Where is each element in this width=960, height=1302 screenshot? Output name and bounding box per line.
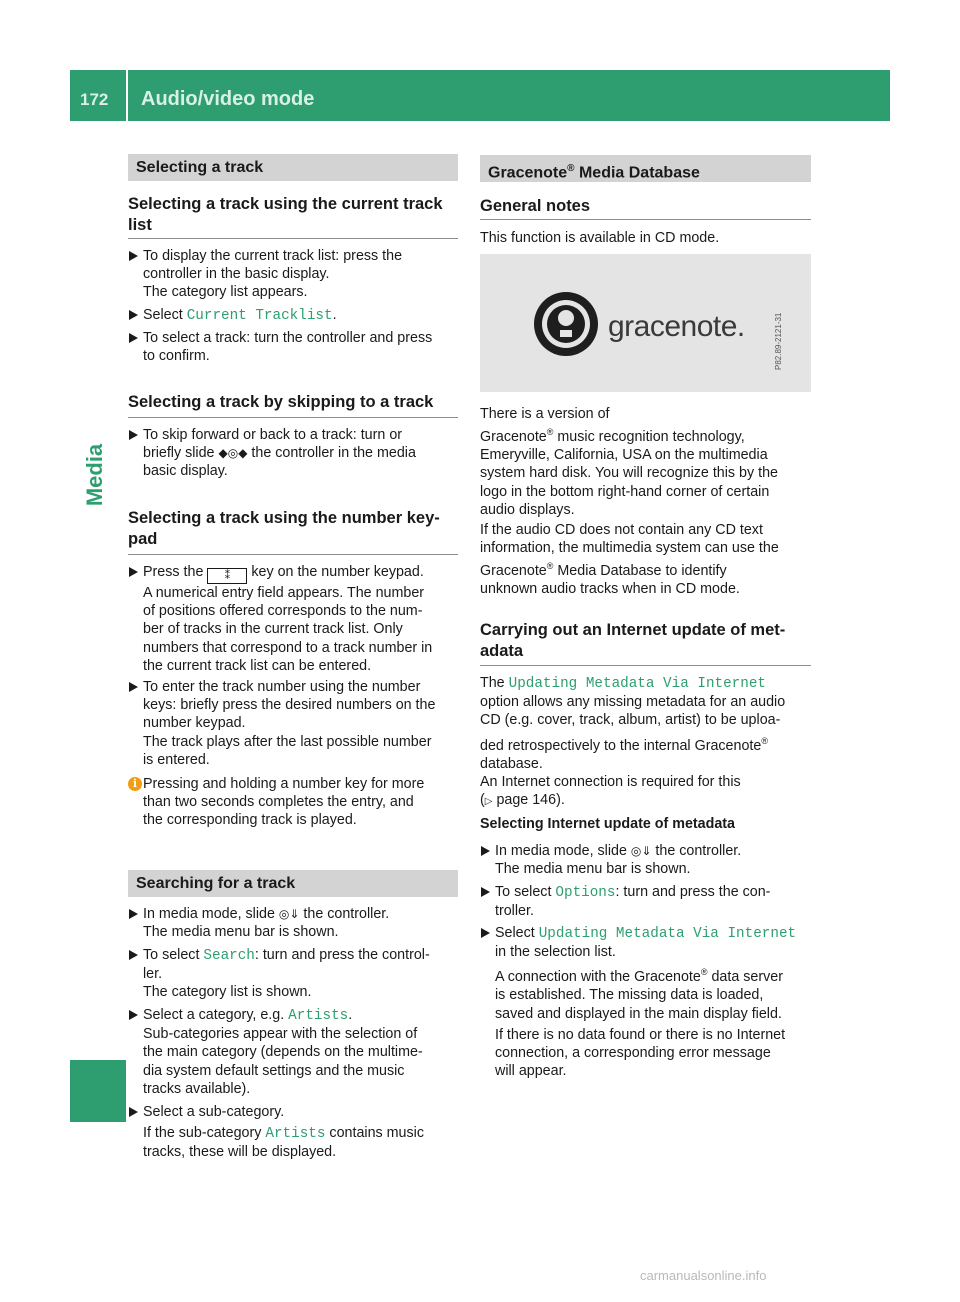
list-item: To display the current track list: press the controller in the basic display. The category list appears. [128,247,462,302]
menu-item-current-tracklist: Current Tracklist [186,308,333,324]
gracenote-wordmark: gracenote. [608,310,745,343]
paragraph: There is a version of Gracenote® music recognition technology, Emeryville, California, USA on the multimedia system hard disk. You will recognize this by the logo in the bottom right-hand corner of certain audio displays. [480,406,779,518]
info-icon: i [128,777,142,791]
paragraph: The Updating Metadata Via Internet option allows any missing metadata for an audio CD (e.g. cover, track, album, artist) to be uploa- ded retrospectively to the internal Gracenote® database. [480,675,786,772]
list-item: To select a track: turn the controller and press to confirm. [128,329,462,365]
side-tab-label: Media [82,443,108,507]
divider [128,554,458,555]
divider [480,665,811,666]
list-item: In media mode, slide ◎⇓ the controller. The media menu bar is shown. [128,905,462,941]
info-note: Pressing and holding a number key for more than two seconds completes the entry, and the corresponding track is played. [143,776,425,829]
slide-down-icon: ◎⇓ [278,907,300,921]
menu-item-options: Options [555,885,616,901]
heading-internet-update: Carrying out an Internet update of met- adata [480,621,786,660]
section-bar-gracenote: Gracenote® Media Database [480,155,811,182]
divider [128,417,458,418]
list-item: To select Options: turn and press the con- troller. [480,883,814,920]
slide-left-right-icon: ◆◎◆ [218,446,248,461]
slide-down-icon: ◎⇓ [630,844,652,858]
page-number: 172 [80,90,109,109]
heading-general-notes: General notes [480,197,591,215]
subheading: Selecting Internet update of metadata [480,816,736,832]
menu-item-search: Search [203,948,255,964]
menu-item-updating-metadata: Updating Metadata Via Internet [538,926,797,942]
menu-item-artists: Artists [265,1126,326,1143]
image-code: P82.89-2121-31 [774,312,783,370]
list-item: To select Search: turn and press the control- ler. The category list is shown. [128,946,462,1002]
divider [128,238,458,239]
side-tab-block [70,1060,126,1122]
list-item: Select a sub-category. If the sub-category Artists contains music tracks, these will be displayed. [128,1103,462,1162]
paragraph: An Internet connection is required for this (▷ page 146). [480,773,814,811]
gracenote-logo-image [480,254,811,392]
divider [480,219,811,220]
header-divider [126,70,128,121]
menu-item-artists: Artists [288,1008,349,1024]
list-item: To enter the track number using the number keys: briefly press the desired numbers on the number keypad. The track plays after the last possible number is entered. [128,678,462,769]
heading-skipping: Selecting a track by skipping to a track [128,393,434,411]
section-bar-searching: Searching for a track [128,870,458,897]
paragraph: This function is available in CD mode. [480,230,720,246]
section-bar-selecting: Selecting a track [128,154,458,181]
heading-current-tracklist: Selecting a track using the current track list [128,195,443,234]
page-title: Audio/video mode [141,88,315,110]
heading-keypad: Selecting a track using the number key- pad [128,509,440,548]
paragraph: If the audio CD does not contain any CD text information, the multimedia system can use the Gracenote® Media Database to identify unknown audio tracks when in CD mode. [480,522,779,598]
list-item: To skip forward or back to a track: turn or briefly slide ◆◎◆ the controller in the media basic display. [128,426,462,481]
menu-item-updating-metadata: Updating Metadata Via Internet [508,676,766,692]
key-icon: ⁑ [207,568,247,584]
footer-watermark: carmanualsonline.info [640,1268,767,1283]
list-item: Select Updating Metadata Via Internet in the selection list. A connection with the Gracenote® data server is established. The missing data is loaded, saved and displayed in the main display field. If there is no data found or there is no Internet connection, a corresponding error message will appear. [480,924,814,1080]
list-item: Select Current Tracklist. [128,306,462,325]
list-item: Press the ⁑ key on the number keypad. A numerical entry field appears. The number of positions offered corresponds to the num- ber of tracks in the current track list. Only numbers that correspond to a track number in the current track list can be entered. [128,563,462,675]
list-item: In media mode, slide ◎⇓ the controller. The media menu bar is shown. [480,842,814,878]
page-ref-arrow-icon: ▷ [484,796,493,808]
list-item: Select a category, e.g. Artists. Sub-categories appear with the selection of the main category (depends on the multime- dia system default settings and the music tracks available). [128,1006,462,1098]
